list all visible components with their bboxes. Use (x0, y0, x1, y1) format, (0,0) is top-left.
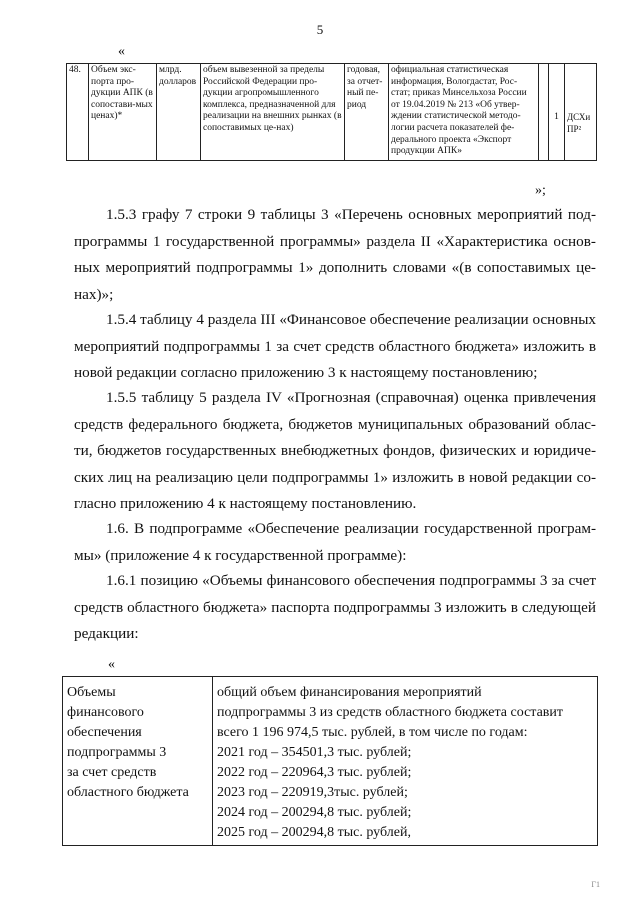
table-cell: объем вывезенной за пределы Российской Федерации про-дукции агропромышленного комплекса, предназначенной для реализации на внешних рынках (в сопоставимых це-нах) (201, 64, 345, 161)
paragraph: 1.5.4 таблицу 4 раздела III «Финансовое обеспечение реализации основных мероприятий подпрограммы 1 за счет средств областного бюджета» изложить в новой редакции согласно приложению 3 к настоящему постановлению; (74, 311, 596, 381)
passport-table (62, 676, 598, 846)
paragraph: 1.5.3 графу 7 строки 9 таблицы 3 «Перечень основных мероприятий под-программы 1 государственной программы» раздела II «Характеристика основ-ных мероприятий подпрограммы 1» дополнить словами «(в сопоставимых це-нах)»; (74, 206, 596, 303)
closing-quote: »; (535, 183, 546, 198)
table-cell (539, 64, 549, 161)
paragraph: 1.6.1 позицию «Объемы финансового обеспечения подпрограммы 3 за счет средств областного бюджета» паспорта подпрограммы 3 изложить в следующей редакции: (74, 572, 596, 642)
table-row (67, 64, 597, 161)
table-cell: официальная статистическая информация, Вологдастат, Рос-стат; приказ Минсельхоза России от 19.04.2019 № 213 «Об утвер-ждении статистической методо-логии расчета показателей фе-дерального проекта «Экспорт продукции АПК» (389, 64, 539, 161)
table-cell: ДСХиПР² (565, 64, 597, 161)
table-cell: 1 (549, 64, 565, 161)
table-cell-value: общий объем финансирования мероприятий подпрограммы 3 из средств областного бюджета составит всего 1 196 974,5 тыс. рублей, в том числе по годам: 2021 год – 354501,3 тыс. рублей; 2022 год – 220964,3 тыс. рублей; 2023 год – 220919,3тыс. рублей; 2024 год – 200294,8 тыс. рублей; 2025 год – 200294,8 тыс. рублей, (213, 677, 598, 846)
table-row (63, 677, 598, 846)
page-number: 5 (316, 22, 324, 37)
table-cell: 48. (67, 64, 89, 161)
table-cell-label: Объемы финансового обеспечения подпрограммы 3 за счет средств областного бюджета (63, 677, 213, 846)
opening-quote: « (108, 657, 115, 672)
paragraph: 1.5.5 таблицу 5 раздела IV «Прогнозная (справочная) оценка привлечения средств федерального бюджета, бюджетов муниципальных образований облас-ти, бюджетов государственных внебюджетных фондов, физических и юридиче-ских лиц на реализацию цели подпрограммы 1» изложить в новой редакции со-гласно приложению 4 к настоящему постановлению. (74, 389, 596, 512)
opening-quote: « (118, 44, 125, 59)
table-cell: млрд. долларов (157, 64, 201, 161)
paragraph: 1.6. В подпрограмме «Обеспечение реализации государственной програм-мы» (приложение 4 к государственной программе): (74, 520, 596, 564)
indicator-table (66, 63, 597, 161)
table-cell: годовая, за отчет-ный пе-риод (345, 64, 389, 161)
footer-mark: Г1 (591, 880, 600, 889)
table-cell: Объем экс-порта про-дукции АПК (в сопостави-мых ценах)* (89, 64, 157, 161)
